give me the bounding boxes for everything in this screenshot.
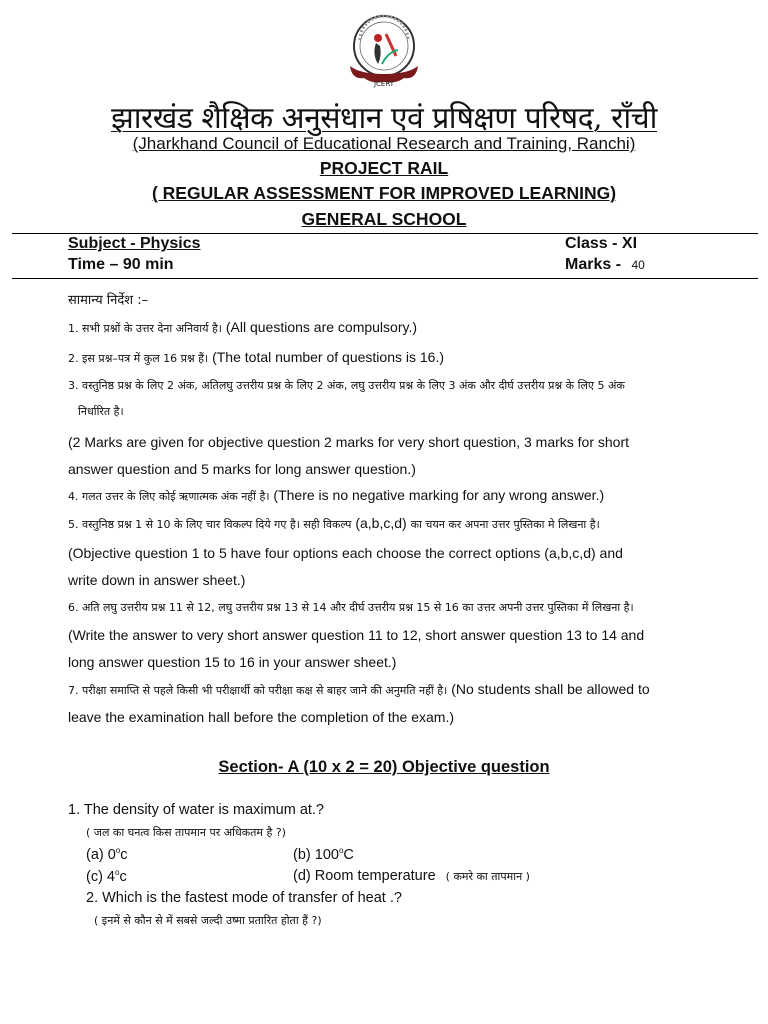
q1-option-c: (c) 4$^o$c [86, 868, 127, 885]
class-label: Class - XI [565, 235, 638, 252]
school-title: GENERAL SCHOOL [301, 209, 467, 229]
instructions-heading: सामान्य निर्देश :– [68, 293, 149, 308]
instruction-3-hindi-line2: निर्धारित है। [78, 405, 124, 418]
top-divider [12, 233, 758, 234]
time-label: Time – 90 min [68, 256, 174, 273]
instruction-6-english-line2: long answer question 15 to 16 in your answer sheet.) [68, 654, 397, 670]
project-title: PROJECT RAIL [319, 158, 449, 178]
marks-label [565, 256, 645, 274]
instruction-5-english-line1: (Objective question 1 to 5 have four options each choose the correct options (a,b,c,d) and [68, 545, 623, 561]
instruction-3-english-line1: (2 Marks are given for objective question 2 marks for very short question, 3 marks for short [68, 434, 630, 450]
instruction-7-line2: leave the examination hall before the completion of the exam.) [68, 709, 455, 725]
instruction-3-english-line2: answer question and 5 marks for long answer question.) [68, 461, 416, 477]
instruction-6-english-line1: (Write the answer to very short answer question 11 to 12, short answer question 13 to 14 and [68, 627, 645, 643]
jcert-logo [342, 10, 426, 92]
svg-text:JCERT: JCERT [373, 80, 395, 88]
instruction-4: 4. गलत उत्तर के लिए कोई ऋणात्मक अंक नहीं है। (There is no negative marking for any wrong answer.) [68, 487, 605, 503]
question-1: 1. The density of water is maximum at.? [68, 802, 325, 818]
instruction-3-hindi-line1: 3. वस्तुनिष्ठ प्रश्न के लिए 2 अंक, अतिलघु उत्तरीय प्रश्न के लिए 2 अंक, लघु उत्तरीय प्रश्न के लिए 3 अंक और दीर्घ उत्तरीय प्रश्न के लिए 5 अंक [68, 379, 625, 392]
marks-label-text: Marks - [565, 256, 622, 273]
q1-option-d: (d) Room temperature ( कमरे का तापमान ) [293, 868, 530, 884]
section-a-title: Section- A (10 x 2 = 20) Objective question [218, 758, 550, 776]
project-full-title: ( REGULAR ASSESSMENT FOR IMPROVED LEARNING) [151, 183, 617, 203]
question-2: 2. Which is the fastest mode of transfer of heat .? [86, 890, 402, 906]
title-english: (Jharkhand Council of Educational Research and Training, Ranchi) [132, 134, 636, 153]
instruction-1: 1. सभी प्रश्नों के उत्तर देना अनिवार्य है। (All questions are compulsory.) [68, 319, 418, 335]
instruction-5-hindi: 5. वस्तुनिष्ठ प्रश्न 1 से 10 के लिए चार विकल्प दिये गए है। सही विकल्प (a,b,c,d) का चयन कर अपना उत्तर पुस्तिका मे लिखना है। [68, 515, 600, 531]
q1-option-b: (b) 100$^o$C [293, 846, 354, 863]
question-2-hindi: ( इनमें से कौन से में सबसे जल्दी उष्मा प्रतारित होता हैं ?) [94, 914, 322, 927]
q1-option-a: (a) 0$^o$c [86, 846, 128, 863]
instruction-5-english-line2: write down in answer sheet.) [68, 572, 246, 588]
title-hindi: झारखंड शैक्षिक अनुसंधान एवं प्रषिक्षण परिषद, राँची [111, 101, 657, 136]
instruction-6-hindi: 6. अति लघु उत्तरीय प्रश्न 11 से 12, लघु उत्तरीय प्रश्न 13 से 14 और दीर्घ उत्तरीय प्रश्न 15 से 16 का उत्तर अपनी उत्तर पुस्तिका में लिखना है। [68, 601, 634, 614]
question-1-hindi: ( जल का घनत्व किस तापमान पर अधिकतम है ?) [86, 826, 286, 839]
instruction-2: 2. इस प्रश्न–पत्र में कुल 16 प्रश्न हैं। (The total number of questions is 16.) [68, 349, 444, 365]
bottom-divider [12, 278, 758, 279]
instruction-7-line1: 7. परीक्षा समाप्ति से पहले किसी भी परीक्षार्थी को परीक्षा कक्ष से बाहर जाने की अनुमति नहीं है। (No students shall be allowed to [68, 681, 650, 697]
subject-label: Subject - Physics [68, 235, 201, 252]
marks-value: 40 [631, 258, 645, 272]
